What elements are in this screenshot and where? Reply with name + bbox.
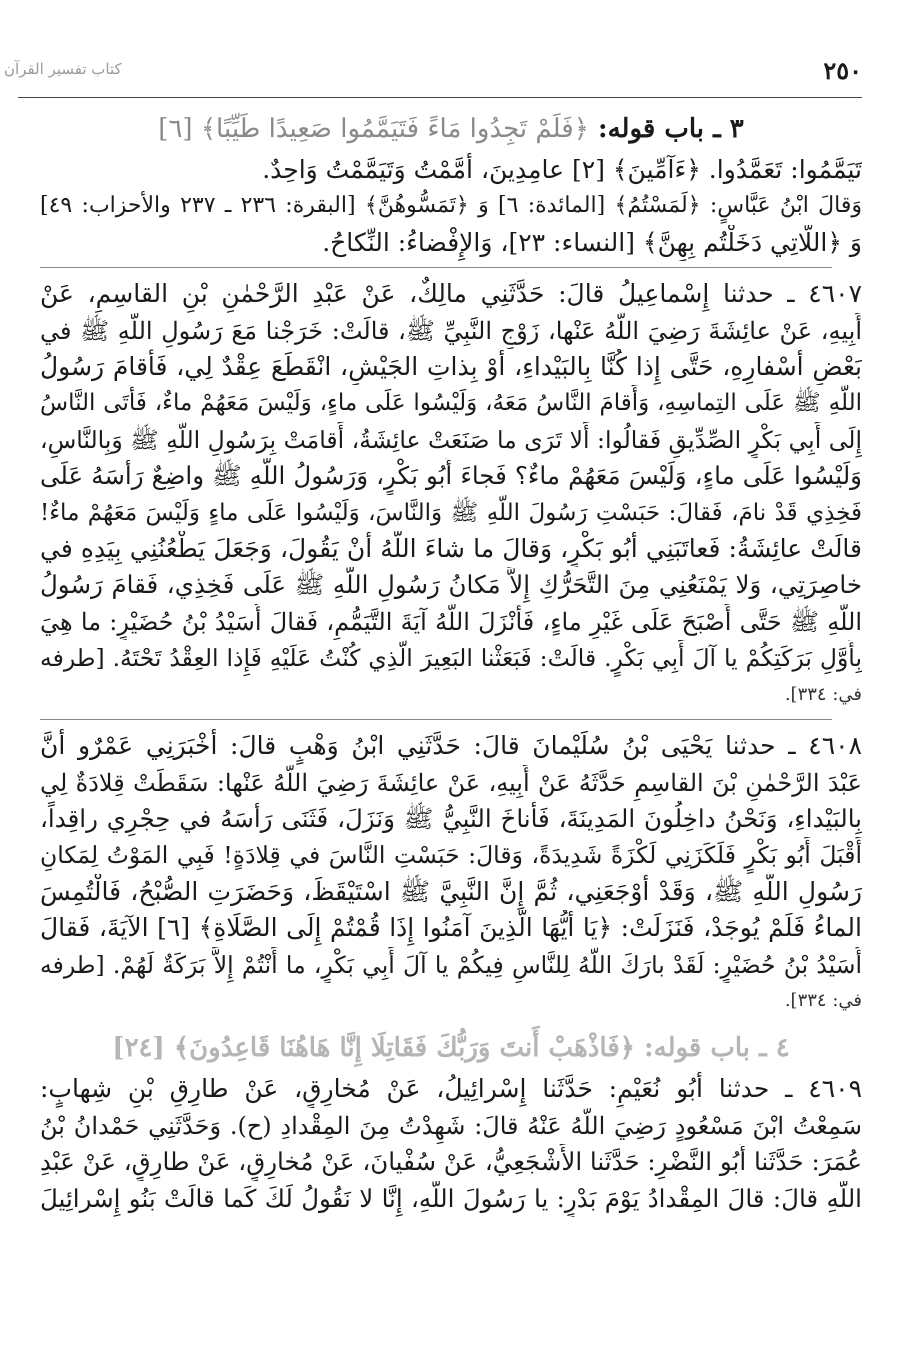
text-line: ٤٦٠٨ ـ حدثنا يَحْيَى بْنُ سُلَيْمانَ قالَ: حَدَّثَنِي ابْنُ وَهْبٍ قالَ: أَخْبَرَنِي عَمْرٌو أَنَّ bbox=[40, 731, 862, 761]
chapter-heading-4 bbox=[40, 1033, 862, 1063]
text-line: في: ٣٣٤]. bbox=[784, 989, 862, 1011]
chapter-quran-quote: ﴿فَلَمْ تَجِدُوا مَاءً فَتَيَمَّمُوا صَعِيدًا طَيِّبًا﴾ [٦] bbox=[158, 114, 589, 144]
page-content bbox=[40, 110, 862, 1217]
chapter-heading-3 bbox=[40, 114, 862, 144]
text-line: رَسُولِ اللَّهِ ﷺ، وَقَدْ أَوْجَعَنِي، ثُمَّ إِنَّ النَّبِيَّ ﷺ اسْتَيْقَظَ، وَحَضَرَتِ الصُّبْحُ، فَالْتُمِسَ bbox=[40, 876, 862, 906]
section-divider bbox=[40, 267, 832, 268]
header-divider bbox=[18, 97, 862, 98]
text-line: بَعْضِ أَسْفارِهِ، حَتَّى إِذا كُنَّا بِالبَيْداءِ، أَوْ بِذاتِ الجَيْشِ، انْقَطَعَ عِقْدٌ لِي، فَأَقامَ رَسُولُ bbox=[40, 352, 862, 382]
text-line: سَمِعْتُ ابْنَ مَسْعُودٍ رَضِيَ اللَّهُ عَنْهُ قالَ: شَهِدْتُ مِنَ المِقْدادِ (ح). وَحَدَّثَنِي حَمْدانُ بْنُ bbox=[40, 1111, 862, 1140]
text-line: تَيَمَّمُوا: تَعَمَّدُوا. ﴿ءَآمِّينَ﴾ [٢] عامِدِينَ، أَمَّمْتُ وَتَيَمَّمْتُ وَاحِدٌ. bbox=[262, 155, 862, 184]
text-line: وَلَيْسُوا عَلَى ماءٍ، وَلَيْسَ مَعَهُمْ ماءٌ؟ فَجاءَ أَبُو بَكْرٍ، وَرَسُولُ اللَّهِ ﷺ واضِعٌ رَأْسَهُ عَلَى bbox=[40, 461, 862, 491]
text-line: عُمَرَ: حَدَّثَنا أَبُو النَّضْرِ: حَدَّثَنا الأَشْجَعِيُّ، عَنْ سُفْيانَ، عَنْ مُخارِقٍ، عَنْ طارِقٍ، عَنْ عَبْدِ bbox=[40, 1147, 862, 1177]
text-line: فَخِذِي قَدْ نامَ، فَقالَ: حَبَسْتِ رَسُولَ اللَّهِ ﷺ وَالنَّاسَ، وَلَيْسُوا عَلَى ماءٍ وَلَيْسَ مَعَهُمْ ماءٌ! bbox=[40, 499, 862, 526]
chapter-title: ٣ ـ باب قوله: bbox=[598, 114, 744, 144]
text-line: إِلَى أَبِي بَكْرٍ الصِّدِّيقِ فَقالُوا: أَلا تَرَى ما صَنَعَتْ عائِشَةُ، أَقامَتْ بِرَسُولِ اللَّهِ ﷺ وَبِالنَّاسِ، bbox=[40, 425, 862, 454]
text-line: وَ ﴿اللَّاتِي دَخَلْتُم بِهِنَّ﴾ [النساء: ٢٣]، وَالإِفْضاءُ: النِّكاحُ. bbox=[322, 227, 862, 257]
running-title: كتاب تفسير القرآن bbox=[4, 60, 122, 78]
chapter-quran-quote: ﴿فَاذْهَبْ أَنتَ وَرَبُّكَ فَقَاتِلَا إِنَّا هَاهُنَا قَاعِدُونَ﴾ [٢٤] bbox=[112, 1033, 635, 1064]
section-divider bbox=[40, 719, 832, 720]
hadith-4607 bbox=[40, 276, 862, 713]
intro-block bbox=[40, 152, 862, 261]
text-line: اللَّهِ ﷺ عَلَى التِماسِهِ، وَأَقامَ النَّاسُ مَعَهُ، وَلَيْسُوا عَلَى ماءٍ، وَلَيْسَ مَعَهُمْ ماءٌ، فَأَتَى النَّاسُ bbox=[40, 390, 862, 417]
text-line: خاصِرَتِي، وَلا يَمْنَعُنِي مِنَ التَّحَرُّكِ إِلاَّ مَكانُ رَسُولِ اللَّهِ ﷺ عَلَى فَخِذِي، فَقامَ رَسُولُ bbox=[40, 570, 862, 600]
text-line: اللَّهِ قالَ: قالَ المِقْدادُ يَوْمَ بَدْرٍ: يا رَسُولَ اللَّهِ، إِنَّا لا نَقُولُ لَكَ كَما قالَتْ بَنُو إِسْرائِيلَ bbox=[40, 1183, 862, 1213]
text-line: بِأَوَّلِ بَرَكَتِكُمْ يا آلَ أَبِي بَكْرٍ. قالَتْ: فَبَعَثْنا البَعِيرَ الَّذِي كُنْتُ عَلَيْهِ فَإِذا العِقْدُ تَحْتَهُ. [طرفه bbox=[40, 644, 862, 673]
text-line: اللَّهِ ﷺ حَتَّى أَصْبَحَ عَلَى غَيْرِ ماءٍ، فَأَنْزَلَ اللَّهُ آيَةَ التَّيَمُّمِ، فَقالَ أُسَيْدُ بْنُ حُضَيْرٍ: ما هِيَ bbox=[40, 607, 862, 636]
text-line: ٤٦٠٩ ـ حدثنا أَبُو نُعَيْمٍ: حَدَّثَنا إِسْرائِيلُ، عَنْ مُخارِقٍ، عَنْ طارِقِ بْنِ شِهابٍ: bbox=[40, 1074, 862, 1104]
page-number: ٢٥٠ bbox=[823, 56, 862, 85]
text-line: أَبِيهِ، عَنْ عائِشَةَ رَضِيَ اللَّهُ عَنْها، زَوْجِ النَّبِيِّ ﷺ، قالَتْ: خَرَجْنا مَعَ رَسُولِ اللَّهِ ﷺ في bbox=[40, 316, 862, 345]
page-header bbox=[0, 50, 908, 90]
text-line: بِالبَيْداءِ، وَنَحْنُ داخِلُونَ المَدِينَةَ، فَأَناخَ النَّبِيُّ ﷺ وَنَزَلَ، فَثَنَى رَأْسَهُ في حِجْرِي راقِداً، bbox=[40, 803, 862, 833]
hadith-4609 bbox=[40, 1071, 862, 1217]
text-line: في: ٣٣٤]. bbox=[784, 683, 862, 705]
hadith-4608 bbox=[40, 728, 862, 1019]
text-line: ٤٦٠٧ ـ حدثنا إِسْماعِيلُ قالَ: حَدَّثَنِي مالِكٌ، عَنْ عَبْدِ الرَّحْمٰنِ بْنِ القاسِمِ، عَنْ bbox=[40, 279, 862, 309]
text-line: وَقالَ ابْنُ عَبَّاسٍ: ﴿لَمَسْتُمُ﴾ [المائدة: ٦] وَ ﴿تَمَسُّوهُنَّ﴾ [البقرة: ٢٣٦ ـ ٢٣٧ والأحزاب: ٤٩] bbox=[40, 193, 862, 219]
text-line: أُسَيْدُ بْنُ حُضَيْرٍ: لَقَدْ بارَكَ اللَّهُ لِلنَّاسِ فِيكُمْ يا آلَ أَبِي بَكْرٍ، ما أَنْتُمْ إِلاَّ بَرَكَةٌ لَهُمْ. [طرفه bbox=[40, 950, 862, 979]
text-line: أَقْبَلَ أَبُو بَكْرٍ فَلَكَزَنِي لَكْزَةً شَدِيدَةً، وَقالَ: حَبَسْتِ النَّاسَ في قِلادَةٍ! فَبِي المَوْتُ لِمَكانِ bbox=[40, 841, 862, 870]
text-line: الماءُ فَلَمْ يُوجَدْ، فَنَزَلَتْ: ﴿يَا أَيُّهَا الَّذِينَ آمَنُوا إِذَا قُمْتُمْ إِلَى الصَّلَاةِ﴾ [٦] الآيَةَ، فَقالَ bbox=[40, 913, 862, 943]
chapter-title: ٤ ـ باب قوله: bbox=[644, 1033, 790, 1064]
text-line: عَبْدَ الرَّحْمٰنِ بْنَ القاسِمِ حَدَّثَهُ عَنْ أَبِيهِ، عَنْ عائِشَةَ رَضِيَ اللَّهُ عَنْها: سَقَطَتْ قِلادَةٌ لِي bbox=[40, 768, 862, 797]
text-line: قالَتْ عائِشَةُ: فَعاتَبَنِي أَبُو بَكْرٍ، وَقالَ ما شاءَ اللَّهُ أَنْ يَقُولَ، وَجَعَلَ يَطْعُنُنِي بِيَدِهِ في bbox=[40, 534, 862, 564]
